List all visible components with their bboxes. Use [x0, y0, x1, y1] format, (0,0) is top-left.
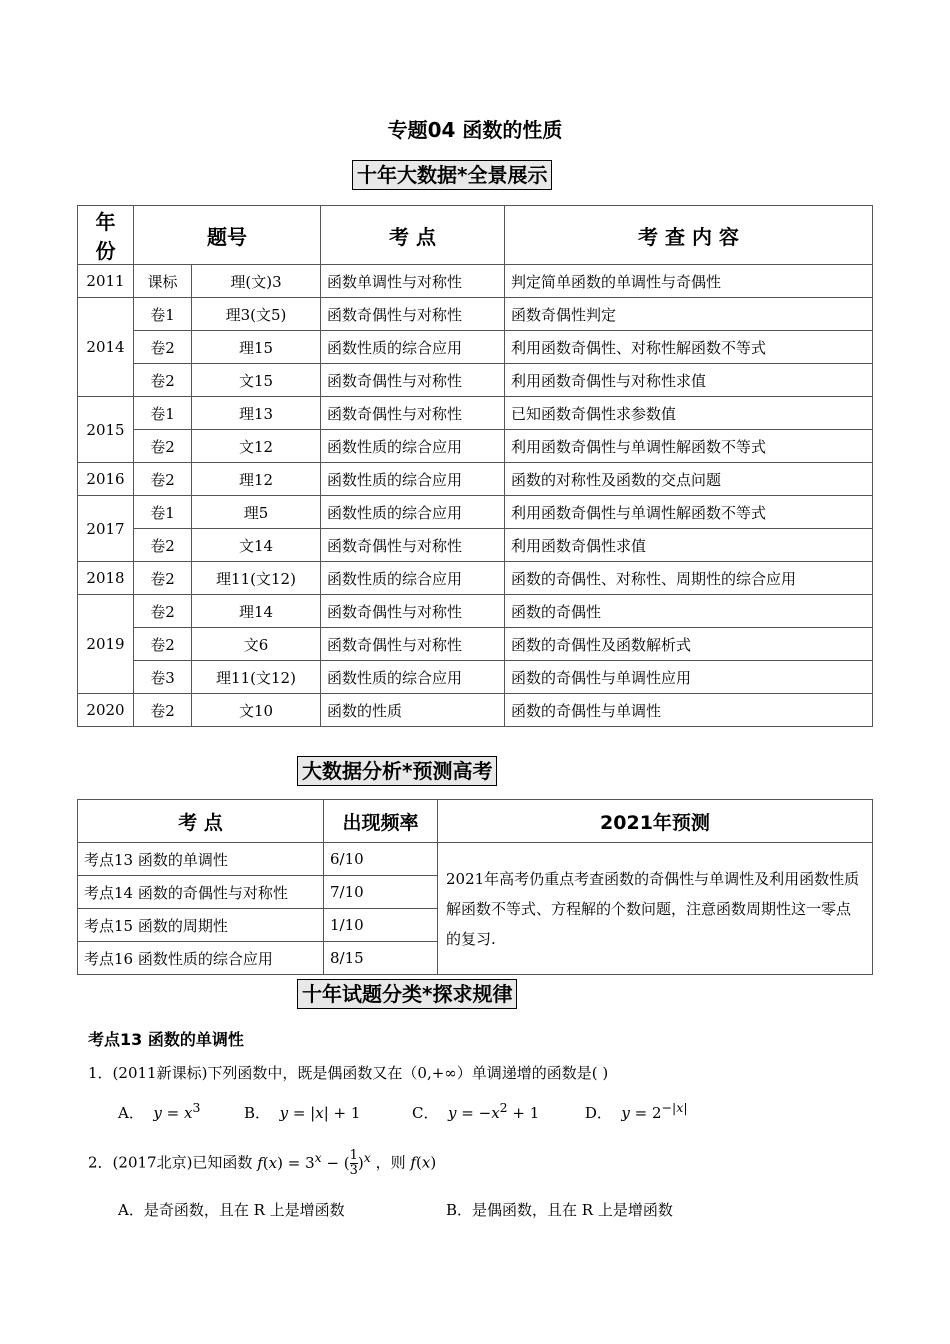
cell-content: 函数的奇偶性及函数解析式 [505, 628, 873, 661]
cell-paper: 卷1 [134, 496, 192, 529]
cell-point: 函数性质的综合应用 [321, 463, 505, 496]
table-row [78, 694, 873, 727]
cell-content: 已知函数奇偶性求参数值 [505, 397, 873, 430]
cell-content: 利用函数奇偶性与单调性解函数不等式 [505, 430, 873, 463]
question-2-option-a: A．是奇函数，且在 R 上是增函数 [118, 1201, 345, 1219]
option-a-label: A． [118, 1104, 144, 1122]
cell-content: 利用函数奇偶性求值 [505, 529, 873, 562]
table-row [78, 364, 873, 397]
section-heading-analysis: 大数据分析*预测高考 [297, 756, 497, 786]
cell-year: 2016 [78, 463, 134, 496]
cell-topic: 考点16 函数性质的综合应用 [78, 942, 324, 975]
cell-point: 函数奇偶性与对称性 [321, 595, 505, 628]
section-heading-classification: 十年试题分类*探求规律 [297, 979, 517, 1009]
option-d-formula: $y = 2^{-|x|}$ [621, 1100, 688, 1122]
header-year: 年 份 [78, 206, 134, 265]
table-row [78, 397, 873, 430]
cell-year: 2015 [78, 397, 134, 463]
table-row [78, 496, 873, 529]
cell-num: 理13 [192, 397, 321, 430]
option-c-formula: $y = -x^2 + 1$ [448, 1100, 540, 1122]
cell-num: 理(文)3 [192, 265, 321, 298]
cell-num: 理3(文5) [192, 298, 321, 331]
cell-year: 2019 [78, 595, 134, 694]
cell-point: 函数奇偶性与对称性 [321, 628, 505, 661]
header-frequency: 出现频率 [324, 800, 438, 843]
cell-point: 函数性质的综合应用 [321, 430, 505, 463]
cell-year: 2018 [78, 562, 134, 595]
cell-paper: 卷2 [134, 331, 192, 364]
option-d-label: D． [584, 1104, 612, 1122]
cell-point: 函数单调性与对称性 [321, 265, 505, 298]
cell-content: 函数奇偶性判定 [505, 298, 873, 331]
cell-content: 函数的奇偶性与单调性应用 [505, 661, 873, 694]
option-c-label: C． [411, 1104, 439, 1122]
cell-num: 文15 [192, 364, 321, 397]
cell-topic: 考点13 函数的单调性 [78, 843, 324, 876]
frequency-table [77, 799, 873, 975]
header-number: 题号 [134, 206, 321, 265]
cell-content: 判定简单函数的单调性与奇偶性 [505, 265, 873, 298]
page-title: 专题04 函数的性质 [387, 118, 563, 142]
question-2-option-b: B．是偶函数，且在 R 上是增函数 [446, 1201, 673, 1219]
cell-paper: 卷1 [134, 397, 192, 430]
cell-frequency: 7/10 [324, 876, 438, 909]
section-heading-overview: 十年大数据*全景展示 [352, 160, 552, 190]
cell-num: 理5 [192, 496, 321, 529]
table-row [78, 430, 873, 463]
question-1-options [118, 1100, 818, 1123]
cell-content: 函数的对称性及函数的交点问题 [505, 463, 873, 496]
table-row [78, 463, 873, 496]
cell-point: 函数的性质 [321, 694, 505, 727]
table-row [78, 595, 873, 628]
cell-num: 文6 [192, 628, 321, 661]
cell-topic: 考点15 函数的周期性 [78, 909, 324, 942]
option-b-label: B． [243, 1104, 271, 1122]
cell-num: 理11(文12) [192, 562, 321, 595]
table-row [78, 529, 873, 562]
cell-frequency: 8/15 [324, 942, 438, 975]
cell-paper: 卷2 [134, 463, 192, 496]
cell-num: 文12 [192, 430, 321, 463]
question-2-formula: $f(x) = 3^x$ − ( $\frac{1}{3}$ )$^x$ [257, 1148, 371, 1178]
header-topic: 考 点 [78, 800, 324, 843]
cell-point: 函数奇偶性与对称性 [321, 364, 505, 397]
cell-paper: 卷2 [134, 529, 192, 562]
cell-paper: 卷2 [134, 562, 192, 595]
cell-content: 函数的奇偶性 [505, 595, 873, 628]
cell-point: 函数性质的综合应用 [321, 562, 505, 595]
cell-content: 函数的奇偶性与单调性 [505, 694, 873, 727]
cell-paper: 卷2 [134, 595, 192, 628]
cell-num: 理11(文12) [192, 661, 321, 694]
cell-num: 理14 [192, 595, 321, 628]
table-row [78, 843, 873, 876]
question-2-suffix: ，则 [375, 1153, 406, 1172]
cell-paper: 卷1 [134, 298, 192, 331]
cell-paper: 卷2 [134, 628, 192, 661]
ten-year-table [77, 205, 873, 727]
cell-point: 函数奇偶性与对称性 [321, 529, 505, 562]
prediction-text: 2021年高考仍重点考查函数的奇偶性与单调性及利用函数性质解函数不等式、方程解的个数问题，注意函数周期性这一零点的复习. [438, 843, 873, 975]
cell-content: 利用函数奇偶性与对称性求值 [505, 364, 873, 397]
cell-paper: 卷2 [134, 694, 192, 727]
cell-year: 2011 [78, 265, 134, 298]
cell-num: 文10 [192, 694, 321, 727]
cell-year: 2017 [78, 496, 134, 562]
option-a-formula: $y = x^3$ [153, 1100, 201, 1122]
topic-heading: 考点13 函数的单调性 [88, 1030, 244, 1049]
cell-point: 函数性质的综合应用 [321, 496, 505, 529]
question-2-func: f(x) [410, 1153, 437, 1172]
cell-paper: 卷3 [134, 661, 192, 694]
table-row [78, 661, 873, 694]
cell-content: 利用函数奇偶性与单调性解函数不等式 [505, 496, 873, 529]
cell-content: 函数的奇偶性、对称性、周期性的综合应用 [505, 562, 873, 595]
cell-paper: 卷2 [134, 430, 192, 463]
table-row [78, 298, 873, 331]
cell-point: 函数奇偶性与对称性 [321, 397, 505, 430]
table-row [78, 265, 873, 298]
header-point: 考 点 [321, 206, 505, 265]
header-prediction: 2021年预测 [438, 800, 873, 843]
cell-point: 函数性质的综合应用 [321, 331, 505, 364]
question-2-prefix: 2．(2017北京)已知函数 [88, 1153, 253, 1172]
header-content: 考 查 内 容 [505, 206, 873, 265]
question-1-stem: 1．(2011新课标)下列函数中，既是偶函数又在（0,+∞）单调递增的函数是( ) [88, 1064, 609, 1082]
cell-content: 利用函数奇偶性、对称性解函数不等式 [505, 331, 873, 364]
table-row [78, 628, 873, 661]
table-row [78, 562, 873, 595]
cell-point: 函数性质的综合应用 [321, 661, 505, 694]
cell-frequency: 1/10 [324, 909, 438, 942]
cell-topic: 考点14 函数的奇偶性与对称性 [78, 876, 324, 909]
question-2-stem [88, 1149, 436, 1178]
cell-num: 文14 [192, 529, 321, 562]
cell-num: 理12 [192, 463, 321, 496]
option-b-formula: y = |x| + 1 [279, 1104, 361, 1122]
table-row [78, 331, 873, 364]
cell-year: 2014 [78, 298, 134, 397]
cell-paper: 卷2 [134, 364, 192, 397]
cell-frequency: 6/10 [324, 843, 438, 876]
cell-num: 理15 [192, 331, 321, 364]
cell-paper: 课标 [134, 265, 192, 298]
cell-point: 函数奇偶性与对称性 [321, 298, 505, 331]
cell-year: 2020 [78, 694, 134, 727]
